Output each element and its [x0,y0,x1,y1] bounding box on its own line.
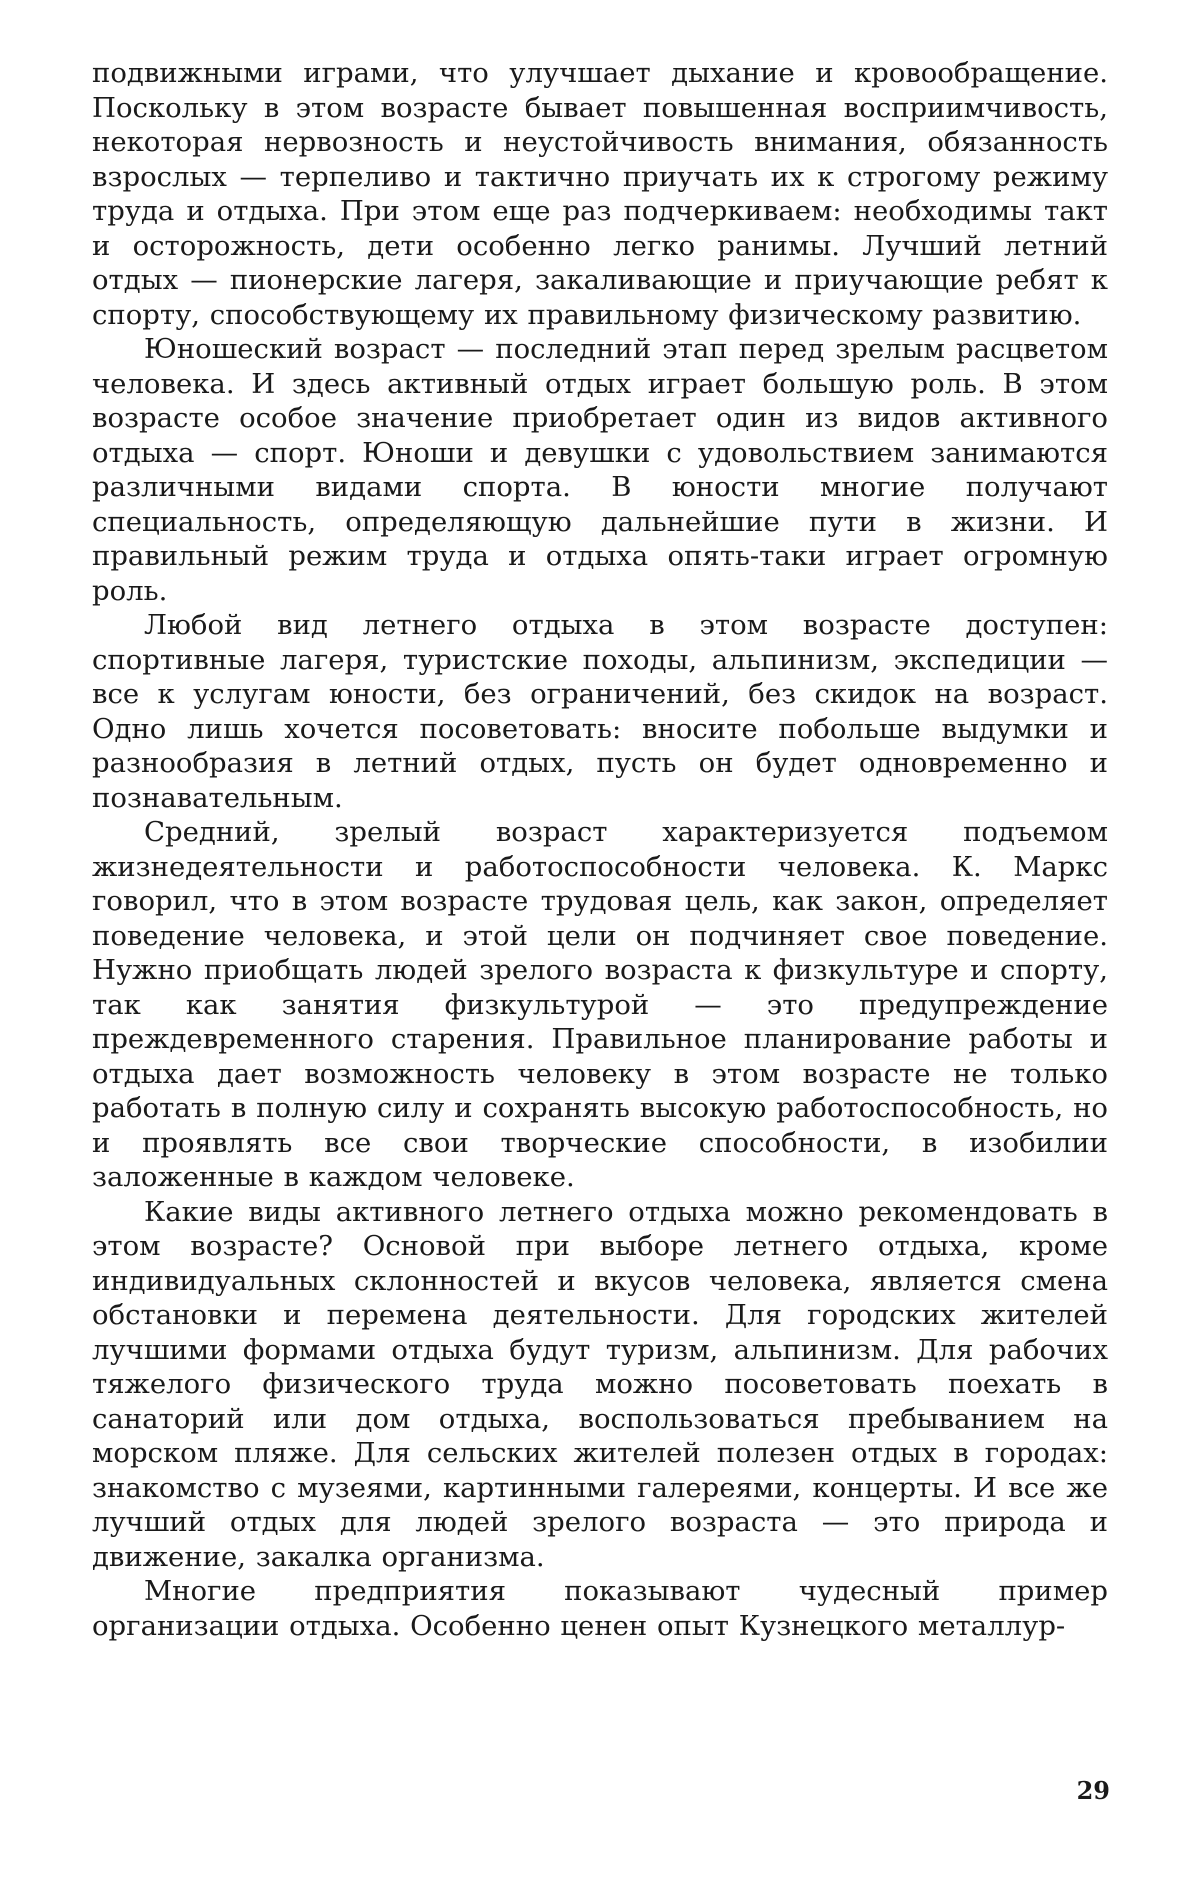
paragraph-3: Любой вид летнего отдыха в этом возрасте доступен: спортивные лагеря, туристские походы, альпинизм, экспедиции — все к услугам юности, без ограничений, без скидок на возраст. Одно лишь хочется посоветовать: вносите побольше выдумки и разнообразия в летний отдых, пусть он будет одновременно и познавательным. [92,609,1108,814]
paragraph-5: Какие виды активного летнего отдыха можно рекомендовать в этом возрасте? Основой при выборе летнего отдыха, кроме индивидуальных склонностей и вкусов человека, является смена обстановки и перемена деятельности. Для городских жителей лучшими формами отдыха будут туризм, альпинизм. Для рабочих тяжелого физического труда можно посоветовать поехать в санаторий или дом отдыха, воспользоваться пребыванием на морском пляже. Для сельских жителей полезен отдых в городах: знакомство с музеями, картинными галереями, концерты. И все же лучший отдых для людей зрелого возраста — это природа и движение, закалка организма. [92,1195,1108,1573]
paragraph-1: подвижными играми, что улучшает дыхание и кровообращение. Поскольку в этом возрасте бывает повышенная восприимчивость, некоторая нервозность и неустойчивость внимания, обязанность взрослых — терпеливо и тактично приучать их к строгому режиму труда и отдыха. При этом еще раз подчеркиваем: необходимы такт и осторожность, дети особенно легко ранимы. Лучший летний отдых — пионерские лагеря, закаливающие и приучающие ребят к спорту, способствующему их правильному физическому развитию. [92,57,1108,331]
paragraph-2: Юношеский возраст — последний этап перед зрелым расцветом человека. И здесь активный отдых играет большую роль. В этом возрасте особое значение приобретает один из видов активного отдыха — спорт. Юноши и девушки с удовольствием занимаются различными видами спорта. В юности многие получают специальность, определяющую дальнейшие пути в жизни. И правильный режим труда и отдыха опять-таки играет огромную роль. [92,333,1108,607]
paragraph-6: Многие предприятия показывают чудесный пример организации отдыха. Особенно ценен опыт Кузнецкого металлур- [92,1575,1108,1642]
body-text [92,56,1108,1643]
paragraph-4: Средний, зрелый возраст характеризуется подъемом жизнедеятельности и работоспособности человека. К. Маркс говорил, что в этом возрасте трудовая цель, как закон, определяет поведение человека, и этой цели он подчиняет свое поведение. Нужно приобщать людей зрелого возраста к физкультуре и спорту, так как занятия физкультурой — это предупреждение преждевременного старения. Правильное планирование работы и отдыха дает возможность человеку в этом возрасте не только работать в полную силу и сохранять высокую работоспособность, но и проявлять все свои творческие способности, в изобилии заложенные в каждом человеке. [92,816,1108,1193]
page-number: 29 [1076,1776,1110,1805]
